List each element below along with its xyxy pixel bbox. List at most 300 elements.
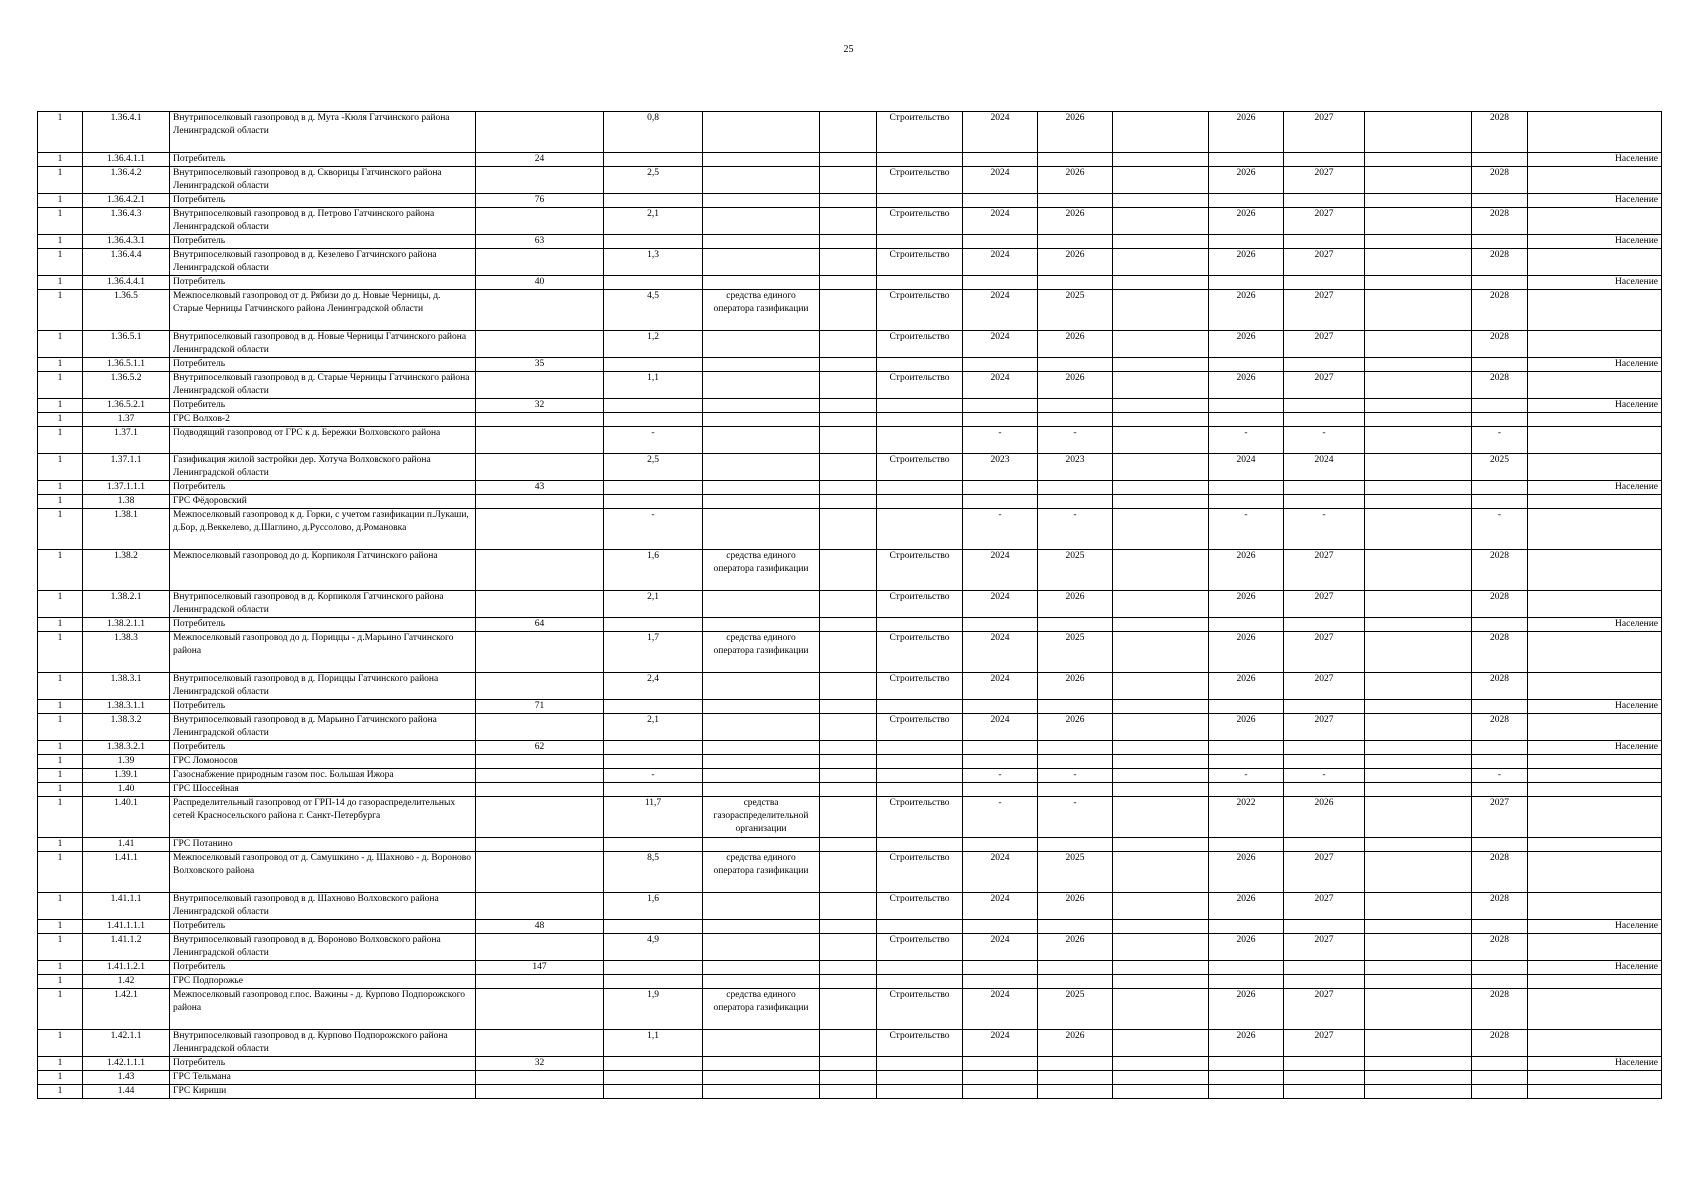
row-level: 1 xyxy=(38,399,83,413)
row-level: 1 xyxy=(38,989,83,1030)
consumer-count: 71 xyxy=(476,700,604,714)
consumer-count: 24 xyxy=(476,153,604,167)
design-end-year xyxy=(1038,481,1113,495)
col-empty-7 xyxy=(820,427,877,454)
table-row xyxy=(38,167,1662,194)
design-start-year xyxy=(963,495,1038,509)
design-end-year xyxy=(1038,975,1113,989)
funding-source xyxy=(703,893,820,920)
design-start-year xyxy=(963,276,1038,290)
col-empty-11 xyxy=(1113,1030,1209,1057)
pipeline-length xyxy=(604,975,703,989)
pipeline-length xyxy=(604,235,703,249)
pipeline-length: 1,9 xyxy=(604,989,703,1030)
consumer-count xyxy=(476,714,604,741)
construction-start-year xyxy=(1209,153,1284,167)
funding-source xyxy=(703,153,820,167)
col-empty-7 xyxy=(820,714,877,741)
pipeline-length: 2,1 xyxy=(604,208,703,235)
col-empty-7 xyxy=(820,769,877,783)
design-end-year: 2025 xyxy=(1038,852,1113,893)
row-level: 1 xyxy=(38,797,83,838)
col-empty-14 xyxy=(1365,399,1472,413)
col-empty-7 xyxy=(820,961,877,975)
col-empty-11 xyxy=(1113,413,1209,427)
table-row xyxy=(38,208,1662,235)
consumer-count xyxy=(476,167,604,194)
table-row xyxy=(38,194,1662,208)
design-end-year xyxy=(1038,1057,1113,1071)
object-name: Внутрипоселковый газопровод в д. Вороново Волховского района Ленинградской области xyxy=(170,934,476,961)
table-row xyxy=(38,783,1662,797)
work-type xyxy=(877,194,963,208)
commissioning-year xyxy=(1472,495,1528,509)
col-empty-11 xyxy=(1113,399,1209,413)
col-empty-11 xyxy=(1113,852,1209,893)
row-code: 1.41 xyxy=(83,838,170,852)
work-type: Строительство xyxy=(877,591,963,618)
commissioning-year xyxy=(1472,961,1528,975)
design-start-year xyxy=(963,838,1038,852)
pipeline-length: 2,1 xyxy=(604,591,703,618)
consumer-category xyxy=(1528,372,1662,399)
work-type: Строительство xyxy=(877,112,963,153)
consumer-category: Население xyxy=(1528,235,1662,249)
work-type: Строительство xyxy=(877,989,963,1030)
construction-start-year: 2026 xyxy=(1209,208,1284,235)
col-empty-14 xyxy=(1365,920,1472,934)
object-name: Потребитель xyxy=(170,358,476,372)
col-empty-11 xyxy=(1113,838,1209,852)
funding-source xyxy=(703,481,820,495)
row-level: 1 xyxy=(38,591,83,618)
commissioning-year xyxy=(1472,194,1528,208)
consumer-count xyxy=(476,783,604,797)
col-empty-14 xyxy=(1365,783,1472,797)
table-row xyxy=(38,1085,1662,1099)
row-level: 1 xyxy=(38,1085,83,1099)
row-code: 1.37.1.1 xyxy=(83,454,170,481)
col-empty-7 xyxy=(820,755,877,769)
row-level: 1 xyxy=(38,934,83,961)
consumer-count xyxy=(476,372,604,399)
consumer-category xyxy=(1528,934,1662,961)
row-code: 1.36.4.2.1 xyxy=(83,194,170,208)
col-empty-14 xyxy=(1365,852,1472,893)
funding-source xyxy=(703,495,820,509)
design-start-year xyxy=(963,1057,1038,1071)
row-code: 1.38.1 xyxy=(83,509,170,550)
table-row xyxy=(38,741,1662,755)
funding-source xyxy=(703,399,820,413)
object-name: Потребитель xyxy=(170,961,476,975)
construction-end-year: 2027 xyxy=(1284,550,1365,591)
consumer-count xyxy=(476,1030,604,1057)
work-type xyxy=(877,741,963,755)
col-empty-7 xyxy=(820,112,877,153)
pipeline-length: 4,9 xyxy=(604,934,703,961)
work-type: Строительство xyxy=(877,290,963,331)
work-type: Строительство xyxy=(877,331,963,358)
work-type: Строительство xyxy=(877,249,963,276)
object-name: Внутрипоселковый газопровод в д. Кезелево Гатчинского района Ленинградской области xyxy=(170,249,476,276)
consumer-count xyxy=(476,413,604,427)
design-start-year: 2024 xyxy=(963,331,1038,358)
pipeline-length: 0,8 xyxy=(604,112,703,153)
funding-source xyxy=(703,1071,820,1085)
row-level: 1 xyxy=(38,618,83,632)
commissioning-year: 2028 xyxy=(1472,714,1528,741)
construction-end-year: 2024 xyxy=(1284,454,1365,481)
construction-end-year xyxy=(1284,975,1365,989)
design-end-year xyxy=(1038,961,1113,975)
table-row xyxy=(38,893,1662,920)
row-level: 1 xyxy=(38,632,83,673)
col-empty-14 xyxy=(1365,618,1472,632)
design-start-year: 2024 xyxy=(963,989,1038,1030)
work-type xyxy=(877,276,963,290)
col-empty-11 xyxy=(1113,427,1209,454)
funding-source xyxy=(703,249,820,276)
funding-source xyxy=(703,838,820,852)
col-empty-7 xyxy=(820,920,877,934)
consumer-count xyxy=(476,290,604,331)
consumer-category xyxy=(1528,167,1662,194)
table-row xyxy=(38,481,1662,495)
commissioning-year: 2028 xyxy=(1472,1030,1528,1057)
design-end-year: 2026 xyxy=(1038,331,1113,358)
construction-start-year xyxy=(1209,276,1284,290)
row-code: 1.36.4.3.1 xyxy=(83,235,170,249)
col-empty-11 xyxy=(1113,618,1209,632)
object-name: Потребитель xyxy=(170,1057,476,1071)
consumer-count xyxy=(476,427,604,454)
col-empty-14 xyxy=(1365,934,1472,961)
pipeline-length: 8,5 xyxy=(604,852,703,893)
construction-start-year xyxy=(1209,235,1284,249)
col-empty-11 xyxy=(1113,783,1209,797)
funding-source xyxy=(703,673,820,700)
funding-source xyxy=(703,112,820,153)
table-row xyxy=(38,673,1662,700)
design-start-year: 2024 xyxy=(963,714,1038,741)
row-level: 1 xyxy=(38,454,83,481)
work-type: Строительство xyxy=(877,852,963,893)
consumer-category xyxy=(1528,550,1662,591)
work-type: Строительство xyxy=(877,167,963,194)
construction-end-year: 2027 xyxy=(1284,167,1365,194)
row-code: 1.36.4.1.1 xyxy=(83,153,170,167)
construction-start-year: 2026 xyxy=(1209,989,1284,1030)
object-name: Межпоселковый газопровод г.пос. Важины - д. Курпово Подпорожского района xyxy=(170,989,476,1030)
consumer-category: Население xyxy=(1528,618,1662,632)
construction-end-year: 2027 xyxy=(1284,934,1365,961)
construction-start-year xyxy=(1209,358,1284,372)
row-code: 1.38.3.1.1 xyxy=(83,700,170,714)
col-empty-14 xyxy=(1365,741,1472,755)
consumer-count: 62 xyxy=(476,741,604,755)
design-end-year: 2026 xyxy=(1038,673,1113,700)
construction-end-year xyxy=(1284,838,1365,852)
consumer-category xyxy=(1528,249,1662,276)
consumer-category xyxy=(1528,1085,1662,1099)
design-end-year xyxy=(1038,920,1113,934)
object-name: Внутрипоселковый газопровод в д. Петрово Гатчинского района Ленинградской области xyxy=(170,208,476,235)
design-end-year: - xyxy=(1038,509,1113,550)
design-end-year xyxy=(1038,783,1113,797)
col-empty-7 xyxy=(820,852,877,893)
funding-source: средства газораспределительной организации xyxy=(703,797,820,838)
design-end-year: 2026 xyxy=(1038,591,1113,618)
consumer-count: 35 xyxy=(476,358,604,372)
construction-start-year xyxy=(1209,495,1284,509)
work-type: Строительство xyxy=(877,673,963,700)
row-code: 1.38.3.2 xyxy=(83,714,170,741)
table-row xyxy=(38,358,1662,372)
construction-end-year xyxy=(1284,413,1365,427)
col-empty-11 xyxy=(1113,741,1209,755)
construction-end-year: 2027 xyxy=(1284,1030,1365,1057)
funding-source xyxy=(703,235,820,249)
row-code: 1.41.1.1 xyxy=(83,893,170,920)
construction-start-year xyxy=(1209,838,1284,852)
commissioning-year: - xyxy=(1472,427,1528,454)
row-code: 1.41.1.1.1 xyxy=(83,920,170,934)
consumer-category xyxy=(1528,755,1662,769)
design-start-year: 2024 xyxy=(963,208,1038,235)
construction-start-year: 2026 xyxy=(1209,290,1284,331)
col-empty-11 xyxy=(1113,714,1209,741)
construction-start-year: 2026 xyxy=(1209,673,1284,700)
col-empty-7 xyxy=(820,975,877,989)
design-end-year xyxy=(1038,495,1113,509)
col-empty-14 xyxy=(1365,167,1472,194)
col-empty-11 xyxy=(1113,276,1209,290)
design-end-year xyxy=(1038,741,1113,755)
commissioning-year xyxy=(1472,1085,1528,1099)
col-empty-7 xyxy=(820,1085,877,1099)
construction-start-year xyxy=(1209,1071,1284,1085)
consumer-category: Население xyxy=(1528,481,1662,495)
commissioning-year: 2028 xyxy=(1472,632,1528,673)
col-empty-7 xyxy=(820,700,877,714)
row-code: 1.44 xyxy=(83,1085,170,1099)
col-empty-11 xyxy=(1113,893,1209,920)
col-empty-11 xyxy=(1113,509,1209,550)
row-code: 1.41.1.2 xyxy=(83,934,170,961)
object-name: Межпоселковый газопровод от д. Рябизи до д. Новые Черницы, д. Старые Черницы Гатчинского района Ленинградской области xyxy=(170,290,476,331)
consumer-category xyxy=(1528,783,1662,797)
design-start-year: 2024 xyxy=(963,550,1038,591)
commissioning-year: 2028 xyxy=(1472,852,1528,893)
consumer-category xyxy=(1528,509,1662,550)
object-name: Потребитель xyxy=(170,194,476,208)
construction-start-year xyxy=(1209,481,1284,495)
construction-start-year: 2026 xyxy=(1209,934,1284,961)
work-type: Строительство xyxy=(877,714,963,741)
construction-end-year: 2027 xyxy=(1284,989,1365,1030)
table-row xyxy=(38,618,1662,632)
work-type: Строительство xyxy=(877,550,963,591)
construction-start-year: 2026 xyxy=(1209,331,1284,358)
col-empty-11 xyxy=(1113,153,1209,167)
pipeline-length: 2,4 xyxy=(604,673,703,700)
funding-source xyxy=(703,372,820,399)
object-name: Внутрипоселковый газопровод в д. Корпиколя Гатчинского района Ленинградской области xyxy=(170,591,476,618)
commissioning-year: 2028 xyxy=(1472,989,1528,1030)
col-empty-7 xyxy=(820,208,877,235)
construction-start-year: 2026 xyxy=(1209,714,1284,741)
work-type xyxy=(877,509,963,550)
design-end-year xyxy=(1038,1071,1113,1085)
consumer-category xyxy=(1528,989,1662,1030)
col-empty-14 xyxy=(1365,591,1472,618)
design-end-year xyxy=(1038,358,1113,372)
commissioning-year xyxy=(1472,920,1528,934)
col-empty-11 xyxy=(1113,1071,1209,1085)
col-empty-14 xyxy=(1365,153,1472,167)
col-empty-7 xyxy=(820,550,877,591)
col-empty-14 xyxy=(1365,673,1472,700)
construction-end-year xyxy=(1284,1085,1365,1099)
col-empty-11 xyxy=(1113,112,1209,153)
col-empty-7 xyxy=(820,194,877,208)
object-name: ГРС Фёдоровский xyxy=(170,495,476,509)
row-level: 1 xyxy=(38,852,83,893)
object-name: Внутрипоселковый газопровод в д. Мута -Кюля Гатчинского района Ленинградской области xyxy=(170,112,476,153)
col-empty-7 xyxy=(820,618,877,632)
funding-source: средства единого оператора газификации xyxy=(703,989,820,1030)
design-end-year: 2026 xyxy=(1038,893,1113,920)
table-row xyxy=(38,1071,1662,1085)
construction-start-year xyxy=(1209,755,1284,769)
construction-start-year xyxy=(1209,920,1284,934)
row-level: 1 xyxy=(38,920,83,934)
work-type xyxy=(877,838,963,852)
table-row xyxy=(38,714,1662,741)
commissioning-year: 2028 xyxy=(1472,249,1528,276)
consumer-category: Население xyxy=(1528,194,1662,208)
col-empty-7 xyxy=(820,783,877,797)
object-name: Потребитель xyxy=(170,920,476,934)
pipeline-length: 2,5 xyxy=(604,167,703,194)
funding-source: средства единого оператора газификации xyxy=(703,632,820,673)
table-row xyxy=(38,495,1662,509)
col-empty-7 xyxy=(820,167,877,194)
work-type: Строительство xyxy=(877,632,963,673)
row-level: 1 xyxy=(38,208,83,235)
work-type xyxy=(877,1057,963,1071)
col-empty-14 xyxy=(1365,194,1472,208)
consumer-category: Население xyxy=(1528,700,1662,714)
table-row xyxy=(38,797,1662,838)
construction-start-year: - xyxy=(1209,769,1284,783)
commissioning-year: 2028 xyxy=(1472,331,1528,358)
construction-start-year xyxy=(1209,975,1284,989)
row-level: 1 xyxy=(38,167,83,194)
table-row xyxy=(38,331,1662,358)
pipeline-length: - xyxy=(604,509,703,550)
col-empty-11 xyxy=(1113,194,1209,208)
consumer-count: 48 xyxy=(476,920,604,934)
consumer-count xyxy=(476,989,604,1030)
col-empty-14 xyxy=(1365,797,1472,838)
design-start-year: 2024 xyxy=(963,112,1038,153)
row-code: 1.37 xyxy=(83,413,170,427)
design-start-year xyxy=(963,975,1038,989)
col-empty-11 xyxy=(1113,372,1209,399)
consumer-category: Население xyxy=(1528,358,1662,372)
row-level: 1 xyxy=(38,893,83,920)
col-empty-7 xyxy=(820,276,877,290)
row-level: 1 xyxy=(38,755,83,769)
consumer-count xyxy=(476,509,604,550)
design-start-year xyxy=(963,783,1038,797)
consumer-category xyxy=(1528,290,1662,331)
consumer-count xyxy=(476,755,604,769)
object-name: Внутрипоселковый газопровод в д. Старые Черницы Гатчинского района Ленинградской области xyxy=(170,372,476,399)
consumer-category xyxy=(1528,893,1662,920)
funding-source xyxy=(703,714,820,741)
construction-end-year: 2027 xyxy=(1284,591,1365,618)
col-empty-14 xyxy=(1365,975,1472,989)
col-empty-7 xyxy=(820,290,877,331)
row-level: 1 xyxy=(38,290,83,331)
construction-end-year xyxy=(1284,194,1365,208)
design-start-year: 2024 xyxy=(963,249,1038,276)
col-empty-7 xyxy=(820,632,877,673)
row-code: 1.37.1 xyxy=(83,427,170,454)
pipeline-length xyxy=(604,700,703,714)
consumer-category xyxy=(1528,632,1662,673)
col-empty-7 xyxy=(820,399,877,413)
construction-start-year xyxy=(1209,194,1284,208)
table-row xyxy=(38,550,1662,591)
construction-end-year: 2027 xyxy=(1284,673,1365,700)
construction-start-year: 2026 xyxy=(1209,550,1284,591)
work-type xyxy=(877,427,963,454)
commissioning-year: 2028 xyxy=(1472,673,1528,700)
col-empty-11 xyxy=(1113,755,1209,769)
consumer-category xyxy=(1528,208,1662,235)
design-end-year xyxy=(1038,399,1113,413)
construction-start-year: 2026 xyxy=(1209,591,1284,618)
construction-start-year xyxy=(1209,1085,1284,1099)
design-end-year xyxy=(1038,1085,1113,1099)
consumer-count: 147 xyxy=(476,961,604,975)
design-start-year: 2024 xyxy=(963,893,1038,920)
commissioning-year xyxy=(1472,783,1528,797)
commissioning-year: 2028 xyxy=(1472,290,1528,331)
consumer-count: 43 xyxy=(476,481,604,495)
design-start-year xyxy=(963,920,1038,934)
construction-end-year xyxy=(1284,481,1365,495)
object-name: ГРС Подпорожье xyxy=(170,975,476,989)
design-start-year: 2024 xyxy=(963,632,1038,673)
col-empty-11 xyxy=(1113,769,1209,783)
object-name: ГРС Кириши xyxy=(170,1085,476,1099)
object-name: Потребитель xyxy=(170,700,476,714)
design-start-year xyxy=(963,235,1038,249)
commissioning-year xyxy=(1472,235,1528,249)
object-name: ГРС Ломоносов xyxy=(170,755,476,769)
col-empty-11 xyxy=(1113,934,1209,961)
col-empty-7 xyxy=(820,331,877,358)
commissioning-year xyxy=(1472,741,1528,755)
col-empty-7 xyxy=(820,495,877,509)
table-row xyxy=(38,399,1662,413)
construction-start-year xyxy=(1209,1057,1284,1071)
